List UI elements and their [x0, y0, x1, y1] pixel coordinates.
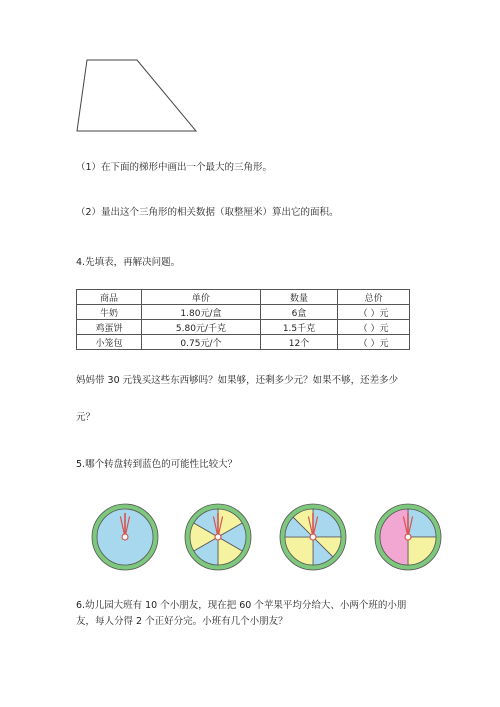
wheel-segment-yellow [408, 537, 436, 565]
pointer-hub [310, 534, 316, 540]
table-cell: 12个 [260, 335, 337, 350]
table-cell: 5.80元/千克 [142, 320, 261, 335]
table-cell: 1.5千克 [260, 320, 337, 335]
wheel-4 [373, 502, 443, 572]
q6-line1: 6.幼儿园大班有 10 个小朋友，现在把 60 个苹果平均分给大、小两个班的小朋 [76, 600, 407, 611]
pointer-hub [405, 534, 411, 540]
table-cell: 牛奶 [77, 305, 142, 320]
table-row [77, 335, 410, 350]
wheel-3 [278, 502, 348, 572]
goods-table [76, 289, 410, 350]
wheel-segment-blue [313, 509, 341, 537]
header-item: 商品 [77, 290, 142, 305]
header-quantity: 数量 [260, 290, 337, 305]
table-cell[interactable]: （ ）元 [338, 320, 410, 335]
header-total: 总价 [338, 290, 410, 305]
header-unit-price: 单价 [142, 290, 261, 305]
pointer-hub [215, 534, 221, 540]
table-cell: 鸡蛋饼 [77, 320, 142, 335]
wheel-segment-yellow [285, 537, 313, 565]
table-cell[interactable]: （ ）元 [338, 335, 410, 350]
table-row [77, 305, 410, 320]
pointer-hub [122, 534, 128, 540]
q5-title: 5.哪个转盘转到蓝色的可能性比较大？ [76, 459, 238, 470]
table-header-row [77, 290, 410, 305]
q4-question-line2: 元？ [76, 412, 96, 423]
q4-title: 4.先填表，再解决问题。 [76, 257, 181, 268]
table-row [77, 320, 410, 335]
trapezoid-shape [77, 60, 196, 131]
q4-question-line1: 妈妈带 30 元钱买这些东西够吗？如果够，还剩多少元？如果不够，还差多少 [76, 375, 399, 386]
table-cell: 6盒 [260, 305, 337, 320]
table-cell: 1.80元/盒 [142, 305, 261, 320]
table-cell: 小笼包 [77, 335, 142, 350]
q3-sub2: （2）量出这个三角形的相关数据（取整厘米）算出它的面积。 [76, 207, 339, 218]
wheel-2 [183, 502, 253, 572]
table-cell[interactable]: （ ）元 [338, 305, 410, 320]
wheel-segment-blue [408, 509, 436, 537]
trapezoid-figure [70, 55, 210, 140]
q3-sub1: （1）在下面的梯形中画出一个最大的三角形。 [76, 162, 273, 173]
q6-line2: 友，每人分得 2 个正好分完。小班有几个小朋友？ [76, 616, 288, 627]
wheel-1 [90, 502, 160, 572]
table-cell: 0.75元/个 [142, 335, 261, 350]
